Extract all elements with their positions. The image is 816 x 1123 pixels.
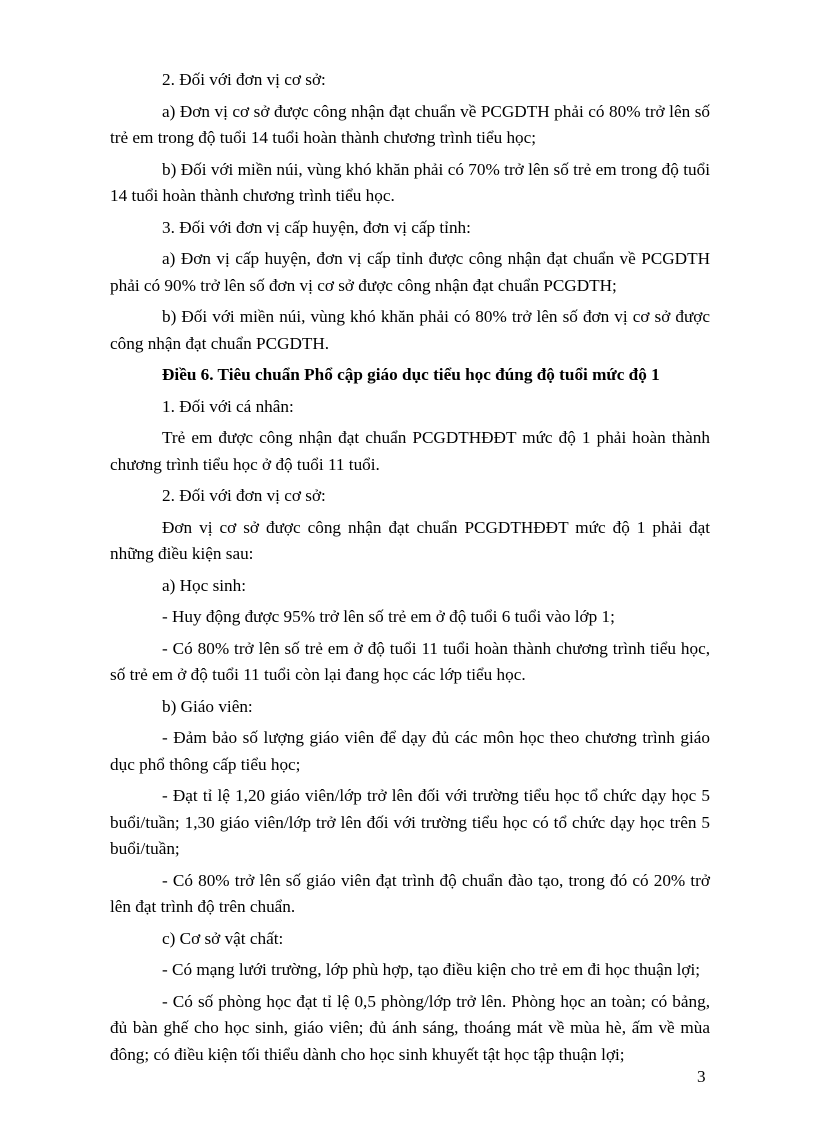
- paragraph-teachers-2: - Đạt tỉ lệ 1,20 giáo viên/lớp trở lên đối với trường tiểu học tổ chức dạy học 5 buổi/tuần; 1,30 giáo viên/lớp trở lên đối với trường tiểu học có tổ chức dạy học trên 5 buổi/tuần;: [110, 786, 710, 858]
- paragraph-teachers-1: - Đảm bảo số lượng giáo viên để dạy đủ các môn học theo chương trình giáo dục phổ thông cấp tiểu học;: [110, 728, 710, 774]
- article-6-heading: Điều 6. Tiêu chuẩn Phổ cập giáo dục tiểu học đúng độ tuổi mức độ 1: [162, 365, 660, 384]
- paragraph-facilities-title: c) Cơ sở vật chất:: [162, 928, 284, 948]
- paragraph-teachers-title: b) Giáo viên:: [162, 696, 253, 716]
- paragraph-section-2-title: 2. Đối với đơn vị cơ sở:: [162, 70, 326, 89]
- paragraph-2b: b) Đối với miền núi, vùng khó khăn phải có 70% trở lên số trẻ em trong độ tuổi 14 tuổi hoàn thành chương trình tiểu học.: [110, 159, 710, 205]
- paragraph-2a: a) Đơn vị cơ sở được công nhận đạt chuẩn về PCGDTH phải có 80% trở lên số trẻ em trong độ tuổi 14 tuổi hoàn thành chương trình tiểu học;: [110, 101, 710, 147]
- paragraph-students-title: a) Học sinh:: [162, 575, 247, 595]
- paragraph-facilities-1: - Có mạng lưới trường, lớp phù hợp, tạo điều kiện cho trẻ em đi học thuận lợi;: [162, 960, 701, 979]
- paragraph-students-2: - Có 80% trở lên số trẻ em ở độ tuổi 11 tuổi hoàn thành chương trình tiểu học, số trẻ em ở độ tuổi 11 tuổi còn lại đang học các lớp tiểu học.: [110, 638, 710, 684]
- paragraph-individual-text: Trẻ em được công nhận đạt chuẩn PCGDTHĐĐT mức độ 1 phải hoàn thành chương trình tiểu học ở độ tuổi 11 tuổi.: [110, 428, 710, 474]
- paragraph-section-3-title: 3. Đối với đơn vị cấp huyện, đơn vị cấp tỉnh:: [162, 217, 471, 237]
- paragraph-teachers-3: - Có 80% trở lên số giáo viên đạt trình độ chuẩn đào tạo, trong đó có 20% trở lên đạt trình độ trên chuẩn.: [110, 870, 710, 916]
- paragraph-unit-title: 2. Đối với đơn vị cơ sở:: [162, 486, 326, 505]
- paragraph-unit-conditions: Đơn vị cơ sở được công nhận đạt chuẩn PCGDTHĐĐT mức độ 1 phải đạt những điều kiện sau:: [110, 517, 710, 563]
- paragraph-3b: b) Đối với miền núi, vùng khó khăn phải có 80% trở lên số đơn vị cơ sở được công nhận đạt chuẩn PCGDTH.: [110, 307, 710, 353]
- paragraph-students-1: - Huy động được 95% trở lên số trẻ em ở độ tuổi 6 tuổi vào lớp 1;: [162, 607, 615, 626]
- page-number: 3: [697, 1067, 706, 1086]
- paragraph-3a: a) Đơn vị cấp huyện, đơn vị cấp tỉnh được công nhận đạt chuẩn về PCGDTH phải có 90% trở lên số đơn vị cơ sở được công nhận đạt chuẩn PCGDTH;: [110, 249, 710, 295]
- document-body: [110, 67, 710, 1073]
- paragraph-individual-title: 1. Đối với cá nhân:: [162, 396, 294, 416]
- paragraph-facilities-2: - Có số phòng học đạt tỉ lệ 0,5 phòng/lớp trở lên. Phòng học an toàn; có bảng, đủ bàn ghế cho học sinh, giáo viên; đủ ánh sáng, thoáng mát về mùa hè, ấm về mùa đông; có điều kiện tối thiểu dành cho học sinh khuyết tật học tập thuận lợi;: [110, 991, 710, 1064]
